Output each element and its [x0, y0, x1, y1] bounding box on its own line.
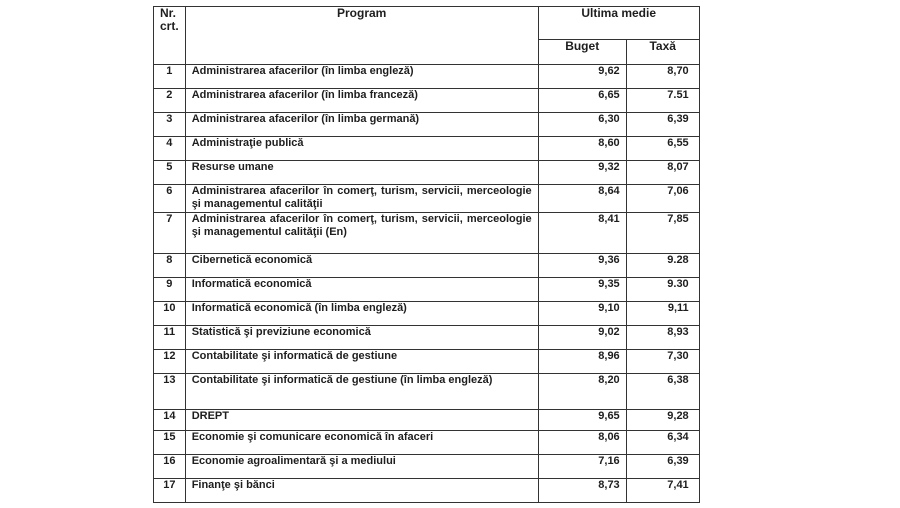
row-number: 11: [154, 326, 186, 350]
program-name: Finanţe şi bănci: [185, 479, 538, 503]
taxa-average: 9,28: [626, 410, 699, 431]
buget-average: 9,65: [538, 410, 626, 431]
admission-averages-table: [153, 6, 700, 503]
row-number: 12: [154, 350, 186, 374]
table-row: [154, 213, 700, 254]
taxa-average: 6,39: [626, 113, 699, 137]
taxa-average: 8,93: [626, 326, 699, 350]
program-name: Administraţie publică: [185, 137, 538, 161]
row-number: 2: [154, 89, 186, 113]
program-name: Administrarea afacerilor (în limba germană): [185, 113, 538, 137]
taxa-average: 8,07: [626, 161, 699, 185]
table-row: [154, 326, 700, 350]
program-name: Resurse umane: [185, 161, 538, 185]
program-name: Administrarea afacerilor în comerţ, turism, servicii, merceologie şi managementul calităţii: [185, 185, 538, 213]
buget-average: 9,35: [538, 278, 626, 302]
table-row: [154, 374, 700, 410]
program-name: Informatică economică: [185, 278, 538, 302]
table-body: [154, 65, 700, 503]
header-ultima-medie: Ultima medie: [538, 7, 699, 40]
buget-average: 8,64: [538, 185, 626, 213]
program-name: Administrarea afacerilor (în limba engleză): [185, 65, 538, 89]
taxa-average: 9.30: [626, 278, 699, 302]
header-nr-line1: Nr.: [160, 6, 177, 20]
table-header: [154, 7, 700, 65]
program-name: Statistică şi previziune economică: [185, 326, 538, 350]
row-number: 13: [154, 374, 186, 410]
buget-average: 7,16: [538, 455, 626, 479]
buget-average: 8,41: [538, 213, 626, 254]
program-name: Contabilitate şi informatică de gestiune (în limba engleză): [185, 374, 538, 410]
program-name: Contabilitate şi informatică de gestiune: [185, 350, 538, 374]
row-number: 8: [154, 254, 186, 278]
header-program: Program: [185, 7, 538, 65]
program-name: Administrarea afacerilor (în limba franceză): [185, 89, 538, 113]
buget-average: 9,10: [538, 302, 626, 326]
buget-average: 9,02: [538, 326, 626, 350]
program-name: Economie şi comunicare economică în afaceri: [185, 431, 538, 455]
program-name: Administrarea afacerilor în comerţ, turism, servicii, merceologie şi managementul calităţii (En): [185, 213, 538, 254]
program-name: Cibernetică economică: [185, 254, 538, 278]
row-number: 4: [154, 137, 186, 161]
taxa-average: 6,39: [626, 455, 699, 479]
row-number: 17: [154, 479, 186, 503]
taxa-average: 9.28: [626, 254, 699, 278]
program-name: Informatică economică (în limba engleză): [185, 302, 538, 326]
taxa-average: 7,85: [626, 213, 699, 254]
taxa-average: 7.51: [626, 89, 699, 113]
program-name: Economie agroalimentară şi a mediului: [185, 455, 538, 479]
buget-average: 9,62: [538, 65, 626, 89]
row-number: 5: [154, 161, 186, 185]
buget-average: 8,06: [538, 431, 626, 455]
header-buget: Buget: [538, 40, 626, 65]
buget-average: 8,60: [538, 137, 626, 161]
header-nr-crt: [154, 7, 186, 65]
taxa-average: 7,30: [626, 350, 699, 374]
table-row: [154, 254, 700, 278]
taxa-average: 8,70: [626, 65, 699, 89]
row-number: 1: [154, 65, 186, 89]
table-row: [154, 89, 700, 113]
taxa-average: 7,06: [626, 185, 699, 213]
table-row: [154, 161, 700, 185]
buget-average: 8,96: [538, 350, 626, 374]
buget-average: 6,65: [538, 89, 626, 113]
taxa-average: 6,55: [626, 137, 699, 161]
table-row: [154, 350, 700, 374]
header-taxa: Taxă: [626, 40, 699, 65]
row-number: 10: [154, 302, 186, 326]
buget-average: 6,30: [538, 113, 626, 137]
table-row: [154, 410, 700, 431]
table-row: [154, 113, 700, 137]
row-number: 14: [154, 410, 186, 431]
table-row: [154, 65, 700, 89]
header-nr-line2: crt.: [160, 19, 179, 33]
buget-average: 9,32: [538, 161, 626, 185]
taxa-average: 6,34: [626, 431, 699, 455]
table-row: [154, 479, 700, 503]
table-row: [154, 137, 700, 161]
taxa-average: 7,41: [626, 479, 699, 503]
taxa-average: 9,11: [626, 302, 699, 326]
row-number: 16: [154, 455, 186, 479]
table-row: [154, 302, 700, 326]
row-number: 7: [154, 213, 186, 254]
buget-average: 9,36: [538, 254, 626, 278]
table-row: [154, 185, 700, 213]
taxa-average: 6,38: [626, 374, 699, 410]
table-row: [154, 455, 700, 479]
row-number: 9: [154, 278, 186, 302]
program-name: DREPT: [185, 410, 538, 431]
row-number: 6: [154, 185, 186, 213]
row-number: 15: [154, 431, 186, 455]
buget-average: 8,73: [538, 479, 626, 503]
table-row: [154, 278, 700, 302]
buget-average: 8,20: [538, 374, 626, 410]
row-number: 3: [154, 113, 186, 137]
table-row: [154, 431, 700, 455]
